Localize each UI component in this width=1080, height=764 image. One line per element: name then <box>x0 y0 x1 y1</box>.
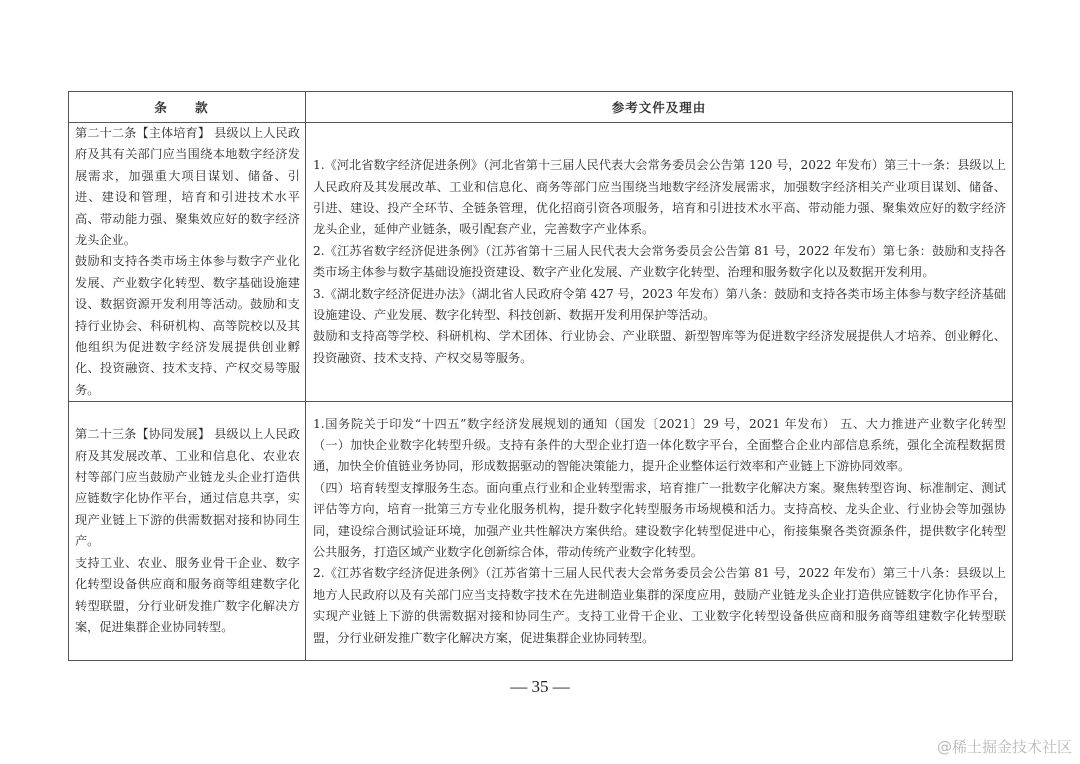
reference-cell <box>306 123 1013 402</box>
reference-paragraph: 1.国务院关于印发“十四五”数字经济发展规划的通知（国发〔2021〕29 号，2021 年发布） 五、大力推进产业数字化转型 （一）加快企业数字化转型升级。支持有条件的大型企业打造一体化数字平台，全面整合企业内部信息系统，强化全流程数据贯通，加快全价值链业务协同，形成数据驱动的智能决策能力，提升企业整体运行效率和产业链上下游协同效率。 <box>313 416 1006 474</box>
clause-reference-table <box>68 91 1013 661</box>
clause-paragraph: 第二十二条【主体培育】 县级以上人民政府及其有关部门应当围绕本地数字经济发展需求，加强重大项目谋划、储备、引进、建设和管理，培育和引进技术水平高、带动能力强、聚集效应好的数字经济龙头企业。 <box>75 126 300 248</box>
clause-paragraph: 第二十三条【协同发展】 县级以上人民政府及其发展改革、工业和信息化、农业农村等部门应当鼓励产业链龙头企业打造供应链数字化协作平台，通过信息共享，实现产业链上下游的供需数据对接和协同生产。 <box>75 427 300 549</box>
reference-paragraph: 鼓励和支持高等学校、科研机构、学术团体、行业协会、产业联盟、新型智库等为促进数字经济发展提供人才培养、创业孵化、投资融资、技术支持、产权交易等服务。 <box>313 329 1006 365</box>
reference-paragraph: 3.《湖北数字经济促进办法》（湖北省人民政府令第 427 号，2023 年发布）第八条：鼓励和支持各类市场主体参与数字经济基础设施建设、产业发展、数字化转型、科技创新、数据开发利用保护等活动。 <box>313 286 1006 322</box>
reference-paragraph: 1.《河北省数字经济促进条例》（河北省第十三届人民代表大会常务委员会公告第 120 号，2022 年发布）第三十一条：县级以上人民政府及其发展改革、工业和信息化、商务等部门应当围绕当地数字经济发展需求，加强数字经济相关产业项目谋划、储备、引进、建设、投产全环节、全链条管理，优化招商引资各项服务，培育和引进技术水平高、带动能力强、聚集效应好的数字经济龙头企业，延伸产业链条，吸引配套产业，完善数字产业体系。 <box>313 158 1006 237</box>
reference-paragraph: 2.《江苏省数字经济促进条例》（江苏省第十三届人民代表大会常务委员会公告第 81 号，2022 年发布）第三十八条：县级以上地方人民政府以及有关部门应当支持数字技术在先进制造业集群的深度应用，鼓励产业链龙头企业打造供应链数字化协作平台，实现产业链上下游的供需数据对接和协同生产。支持工业骨干企业、工业数字化转型设备供应商和服务商等组建数字化转型联盟，分行业研发推广数字化解决方案，促进集群企业协同转型。 <box>313 566 1006 645</box>
clause-cell <box>69 402 306 661</box>
header-clause: 条 款 <box>69 92 306 123</box>
table-row <box>69 123 1013 402</box>
page-number: — 35 — <box>510 677 570 696</box>
reference-paragraph: （四）培育转型支撑服务生态。面向重点行业和企业转型需求，培育推广一批数字化解决方案。聚焦转型咨询、标准制定、测试评估等方向，培育一批第三方专业化服务机构，提升数字化转型服务市场规模和活力。支持高校、龙头企业、行业协会等加强协同，建设综合测试验证环境，加强产业共性解决方案供给。建设数字化转型促进中心，衔接集聚各类资源条件，提供数字化转型公共服务，打造区域产业数字化创新综合体，带动传统产业数字化转型。 <box>313 480 1006 559</box>
clause-paragraph: 鼓励和支持各类市场主体参与数字产业化发展、产业数字化转型、数字基础设施建设、数据资源开发利用等活动。鼓励和支持行业协会、科研机构、高等院校以及其他组织为促进数字经济发展提供创业孵化、投资融资、技术支持、产权交易等服务。 <box>75 254 300 397</box>
clause-paragraph: 支持工业、农业、服务业骨干企业、数字化转型设备供应商和服务商等组建数字化转型联盟，分行业研发推广数字化解决方案，促进集群企业协同转型。 <box>75 555 300 634</box>
table-row <box>69 402 1013 661</box>
watermark: @稀土掘金技术社区 <box>936 738 1072 756</box>
header-references: 参考文件及理由 <box>306 92 1013 123</box>
reference-cell <box>306 402 1013 661</box>
clause-cell <box>69 123 306 402</box>
reference-paragraph: 2.《江苏省数字经济促进条例》（江苏省第十三届人民代表大会常务委员会公告第 81 号，2022 年发布）第七条：鼓励和支持各类市场主体参与数字基础设施投资建设、数字产业化发展、产业数字化转型、治理和服务数字化以及数据开发利用。 <box>313 243 1006 280</box>
table-header-row <box>69 92 1013 123</box>
